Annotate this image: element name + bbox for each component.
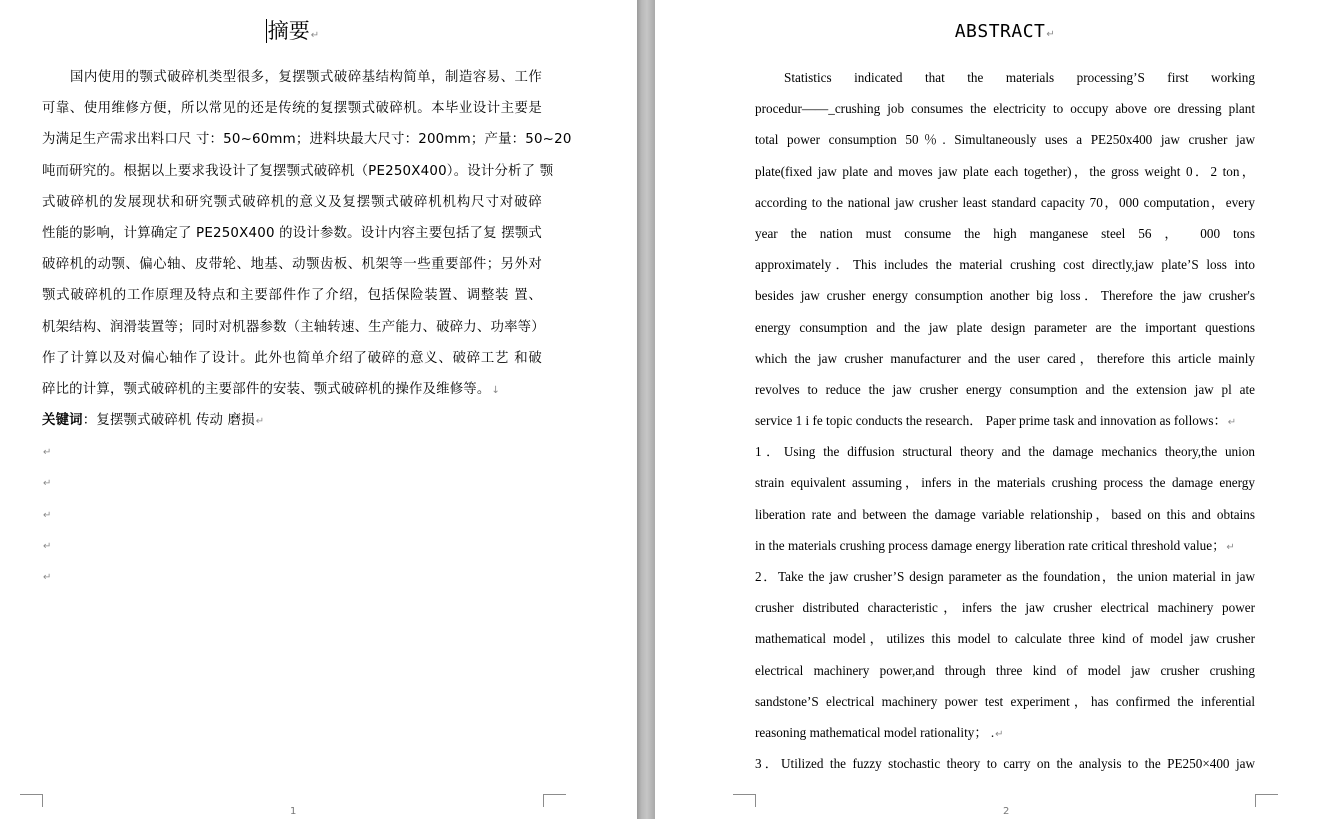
document-page-1[interactable] <box>0 0 637 819</box>
abstract-line: 可靠、使用维修方便，所以常见的还是传统的复摆颚式破碎机。本毕业设计主要是 <box>42 101 542 117</box>
abstract-line: service 1 i fe topic conducts the research． Paper prime task and innovation as follows：↵ <box>755 413 1237 429</box>
line-break-mark-icon: ↓ <box>491 384 501 396</box>
abstract-line: 破碎机的动颚、偏心轴、皮带轮、地基、动颚齿板、机架等一些重要部件；另外对 <box>42 257 542 273</box>
abstract-line: mathematical model，utilizes this model to calculate three kind of model jaw crusher <box>755 631 1255 647</box>
empty-paragraph <box>42 436 542 467</box>
document-page-2[interactable] <box>655 0 1334 819</box>
margin-corner-marker <box>543 794 566 807</box>
page-gutter <box>637 0 655 819</box>
empty-paragraph <box>42 561 542 592</box>
abstract-line: 颚式破碎机的工作原理及特点和主要部件作了介绍，包括保险装置、调整装 置、 <box>42 288 542 304</box>
abstract-line: 国内使用的颚式破碎机类型很多，复摆颚式破碎基结构简单，制造容易、工作 <box>70 70 542 85</box>
abstract-line: 为满足生产需求出料口尺 寸：50~60mm；进料块最大尺寸：200mm；产量：50~20 <box>42 132 572 148</box>
empty-paragraph <box>42 499 542 530</box>
page-number-mark: 2 <box>1003 806 1010 817</box>
abstract-line: reasoning mathematical model rationality； .↵ <box>755 724 1004 740</box>
abstract-line: besides jaw crusher energy consumption another big loss．Therefore the jaw crusher's <box>755 288 1255 304</box>
abstract-line: according to the national jaw crusher least standard capacity 70，000 computation，every <box>755 194 1255 210</box>
abstract-line: procedur——_crushing job consumes the electricity to occupy above ore dressing plant <box>755 101 1255 117</box>
keywords-line: 关键词：复摆颚式破碎机 传动 磨损↵ <box>42 413 265 429</box>
abstract-line: revolves to reduce the jaw crusher energy consumption and the extension jaw pl ate <box>755 381 1255 397</box>
abstract-line: 3．Utilized the fuzzy stochastic theory to carry on the analysis to the PE250×400 jaw <box>755 756 1255 772</box>
paragraph-mark-icon: ↵ <box>995 728 1004 740</box>
paragraph-mark-icon: ↵ <box>43 540 52 552</box>
abstract-line: 机架结构、润滑装置等；同时对机器参数（主轴转速、生产能力、破碎力、功率等） <box>42 319 545 335</box>
paragraph-mark-icon: ↵ <box>43 572 52 583</box>
abstract-line: strain equivalent assuming，infers in the materials crushing process the damage energy <box>755 475 1255 491</box>
page-title-chinese: 摘要↵ <box>267 19 320 43</box>
page-number-mark: 1 <box>290 806 297 817</box>
abstract-line: year the nation must consume the high manganese steel 56 ， 000 tons <box>755 225 1255 241</box>
abstract-line: Statistics indicated that the materials processing’S first working <box>784 70 1255 85</box>
chinese-abstract-body[interactable] <box>42 62 572 592</box>
empty-paragraph <box>42 530 542 561</box>
abstract-line: plate(fixed jaw plate and moves jaw plate each together)，the gross weight 0．2 ton， <box>755 163 1255 179</box>
text-cursor <box>266 19 267 43</box>
keywords-text: 复摆颚式破碎机 传动 磨损 <box>96 413 255 429</box>
paragraph-mark-icon: ↵ <box>1226 541 1235 553</box>
abstract-line: 性能的影响，计算确定了 PE250X400 的设计参数。设计内容主要包括了复 摆颚式 <box>42 225 542 241</box>
keywords-label: 关键词 <box>42 413 83 429</box>
abstract-line: energy consumption and the jaw plate design parameter are the important questions <box>755 319 1255 335</box>
paragraph-mark-icon: ↵ <box>1227 417 1237 429</box>
paragraph-mark-icon: ↵ <box>255 416 265 428</box>
page-title-english: ABSTRACT↵ <box>954 21 1056 42</box>
paragraph-mark-icon: ↵ <box>43 509 52 521</box>
abstract-line: liberation rate and between the damage variable relationship，based on this and obtains <box>755 506 1255 522</box>
abstract-line: 式破碎机的发展现状和研究颚式破碎机的意义及复摆颚式破碎机机构尺寸对破碎 <box>42 194 542 210</box>
abstract-line: sandstone’S electrical machinery power test experiment，has confirmed the inferential <box>755 693 1255 709</box>
abstract-line: in the materials crushing process damage energy liberation rate critical threshold value；↵ <box>755 537 1235 553</box>
paragraph-mark-icon: ↵ <box>1046 29 1056 40</box>
margin-corner-marker <box>733 794 756 807</box>
abstract-line: 1．Using the diffusion structural theory and the damage mechanics theory,the union <box>755 444 1255 460</box>
abstract-line: which the jaw crusher manufacturer and the user cared，therefore this article mainly <box>755 350 1255 366</box>
abstract-line: 作了计算以及对偏心轴作了设计。此外也简单介绍了破碎的意义、破碎工艺 和破 <box>42 350 542 366</box>
english-abstract-body[interactable] <box>755 62 1255 779</box>
paragraph-mark-icon: ↵ <box>43 447 52 459</box>
abstract-line: 2．Take the jaw crusher’S design parameter as the foundation，the union material in jaw <box>755 569 1255 584</box>
empty-paragraph <box>42 467 542 498</box>
abstract-line: crusher distributed characteristic，infers the jaw crusher electrical machinery power <box>755 600 1255 616</box>
abstract-line: total power consumption 50％. Simultaneously uses a PE250x400 jaw crusher jaw <box>755 132 1255 148</box>
margin-corner-marker <box>20 794 43 807</box>
paragraph-mark-icon: ↵ <box>43 478 52 490</box>
abstract-line: 吨而研究的。根据以上要求我设计了复摆颚式破碎机（PE250X400）。设计分析了 颚 <box>42 163 554 179</box>
abstract-line: approximately．This includes the material crushing cost directly,jaw plate’S loss into <box>755 257 1255 273</box>
abstract-line-last: 碎比的计算，颚式破碎机的主要部件的安装、颚式破碎机的操作及维修等。↓ <box>42 381 501 397</box>
margin-corner-marker <box>1255 794 1278 807</box>
paragraph-mark-icon: ↵ <box>310 30 320 41</box>
abstract-line: electrical machinery power,and through three kind of model jaw crusher crushing <box>755 662 1255 678</box>
